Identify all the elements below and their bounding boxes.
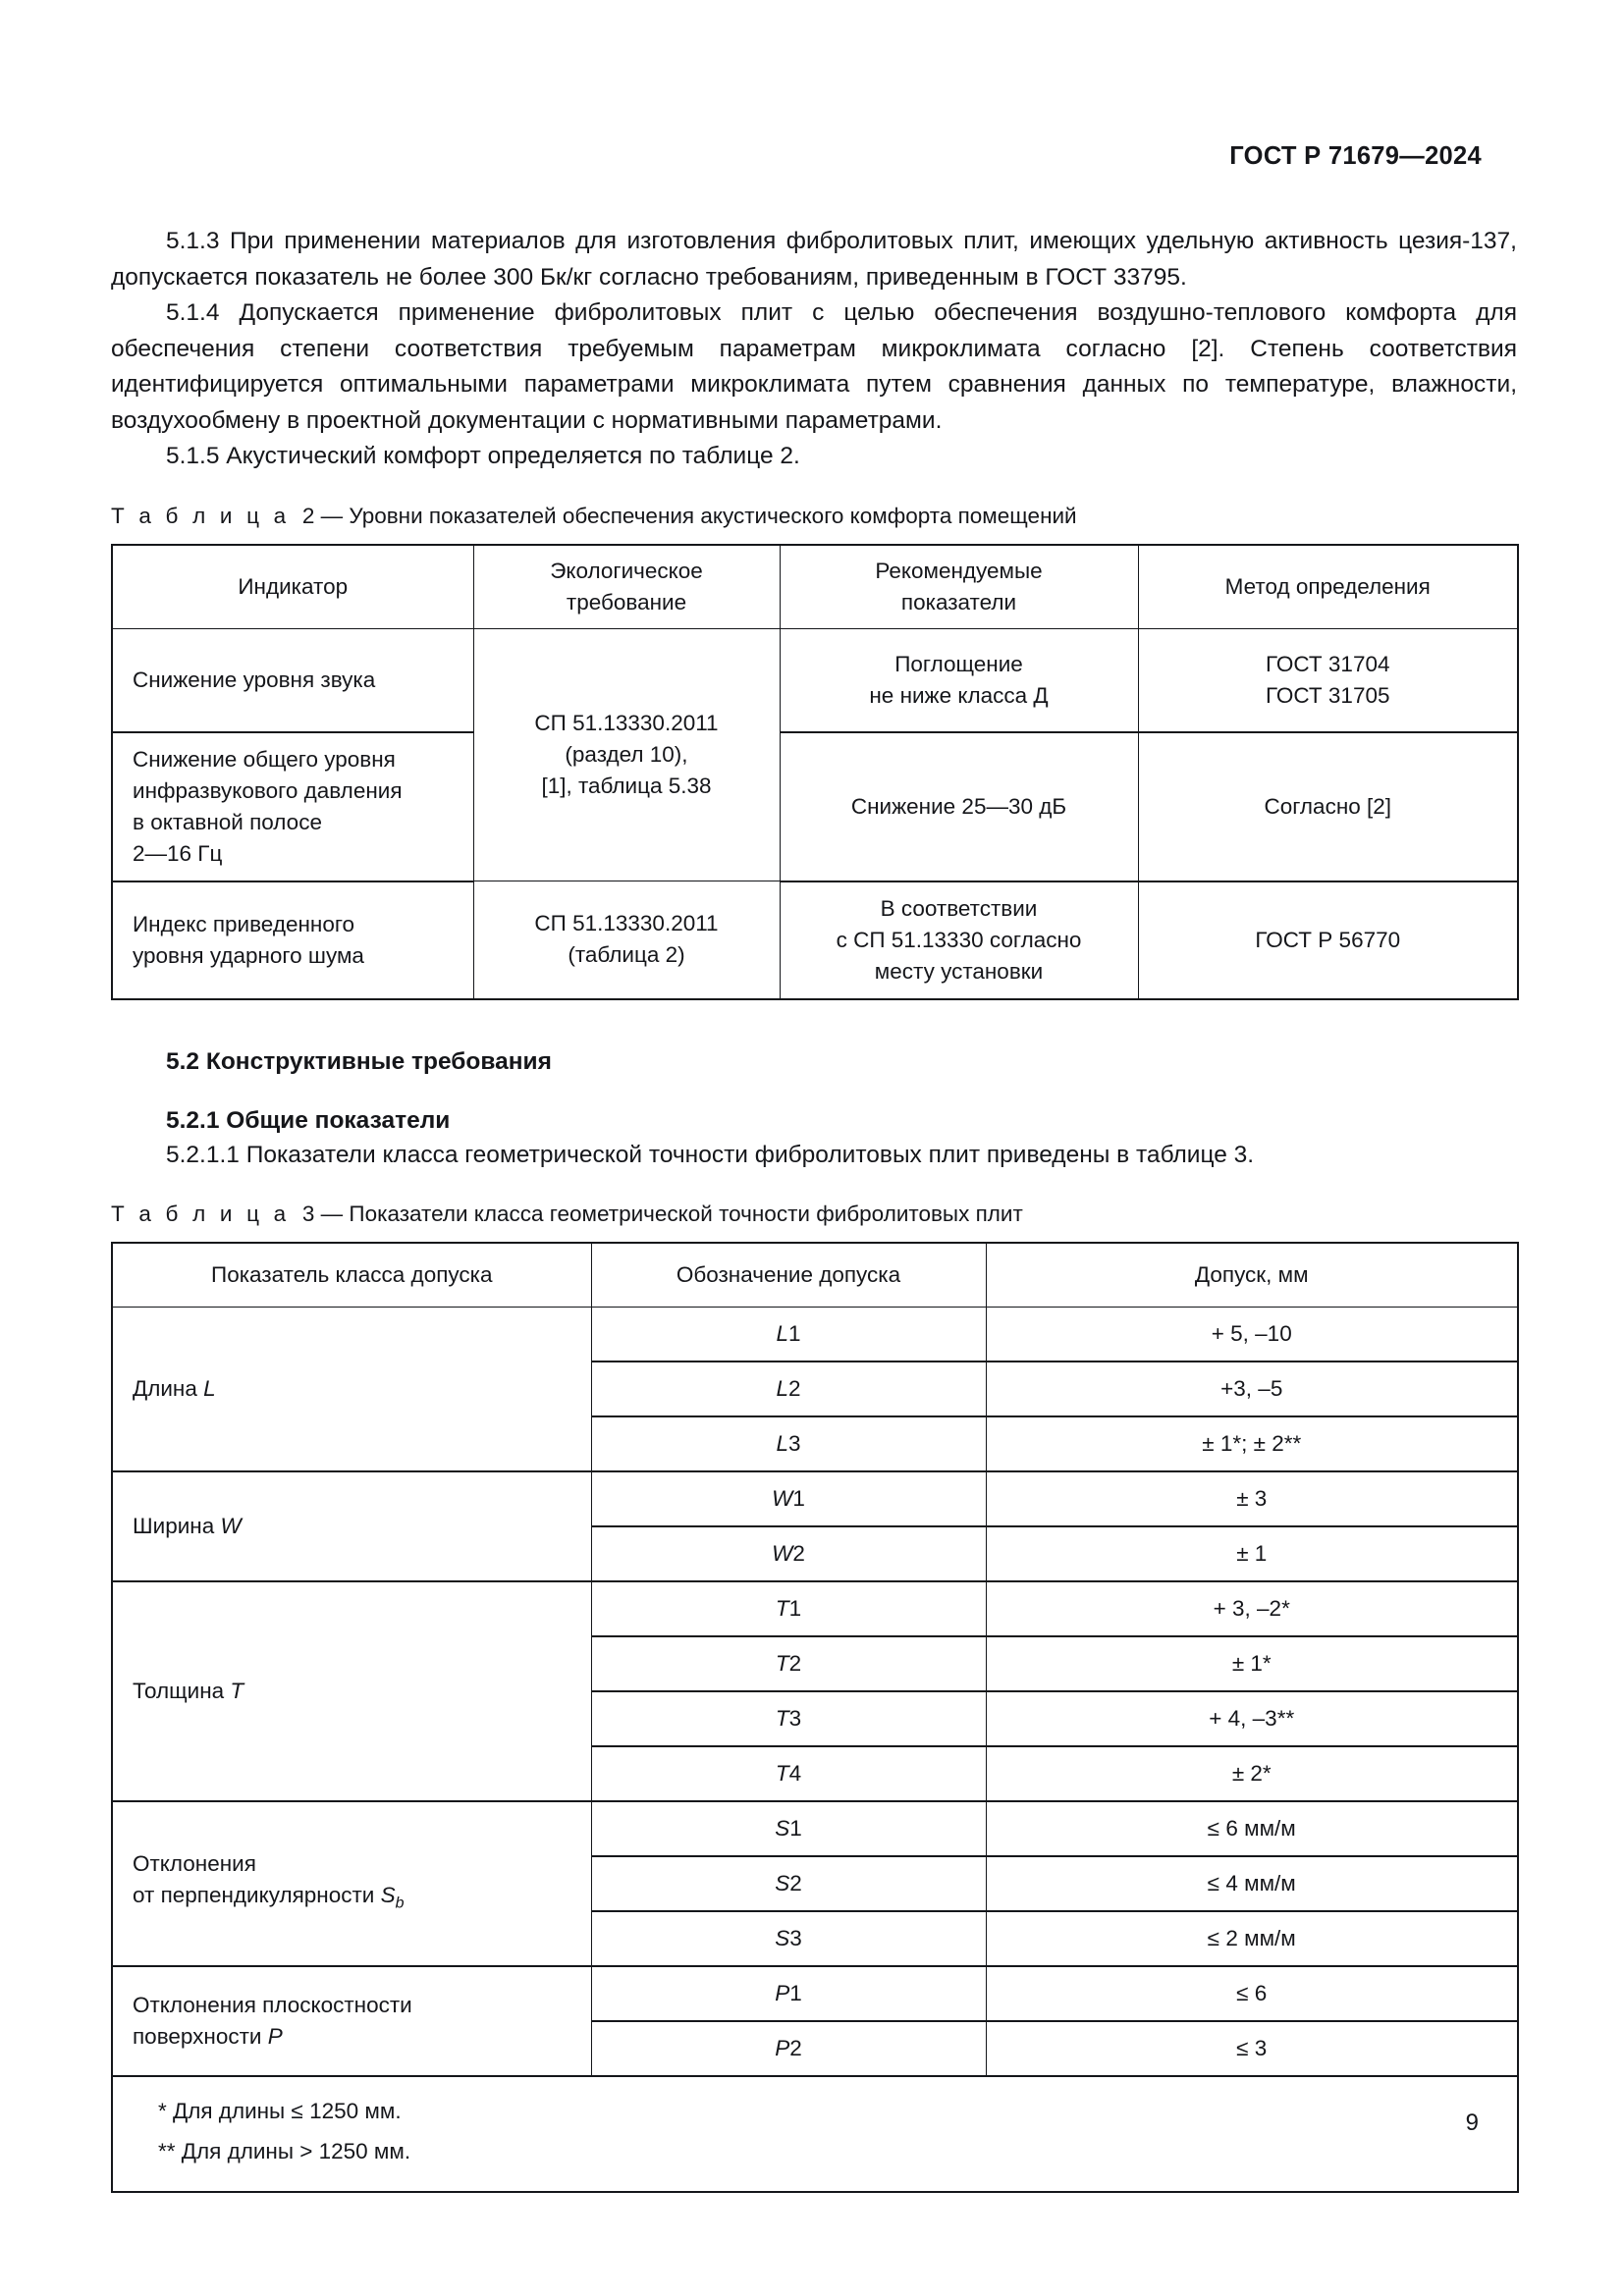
- table-3-geometric-tolerance: [111, 1242, 1519, 2193]
- table2-r2-method: [1138, 732, 1518, 881]
- paragraph-5-2-1-1: 5.2.1.1 Показатели класса геометрической точности фибролитовых плит приведены в таблице 3.: [166, 1141, 1255, 1168]
- table3-group-flatness-symbol: P: [267, 2024, 283, 2049]
- table3-group-thickness-label: [112, 1581, 591, 1801]
- table3-designation-symbol: W: [772, 1541, 793, 1566]
- table3-tolerance-text: ± 1*; ± 2**: [1202, 1431, 1302, 1456]
- table2-r3-eco-line1: СП 51.13330.2011: [534, 911, 719, 936]
- table3-tolerance-cell: [986, 1416, 1518, 1471]
- table3-designation-number: 2: [789, 1871, 802, 1896]
- table3-tolerance-text: ≤ 6: [1236, 1981, 1268, 2005]
- table3-tolerance-text: ≤ 2 мм/м: [1207, 1926, 1296, 1950]
- table3-designation-number: 2: [788, 1651, 802, 1676]
- table3-designation-cell: [591, 1526, 986, 1581]
- table2-r3-indicator-line2: уровня ударного шума: [133, 942, 364, 968]
- table2-r1-method: [1138, 628, 1518, 732]
- table2-r3-recommended: [780, 881, 1138, 999]
- page-content: [111, 224, 1517, 2193]
- table3-footnote-double-star: ** Для длины > 1250 мм.: [158, 2139, 411, 2163]
- table3-group-length-word: Длина: [133, 1376, 204, 1401]
- table3-designation-cell: [591, 1308, 986, 1362]
- table3-designation-cell: [591, 1966, 986, 2021]
- table2-r1-rec-line1: Поглощение: [894, 651, 1023, 676]
- table3-designation-number: 3: [788, 1431, 801, 1456]
- table3-designation-cell: [591, 1362, 986, 1416]
- table-2-acoustic-comfort: [111, 544, 1519, 1000]
- table2-r3-indicator: [112, 881, 473, 999]
- table3-caption-number: 3: [301, 1201, 315, 1226]
- table3-tolerance-text: ± 1*: [1231, 1651, 1272, 1676]
- table3-group-perpendicularity-word: от перпендикулярности: [133, 1882, 381, 1907]
- table2-r3-eco-line2: (таблица 2): [568, 942, 685, 968]
- table3-tolerance-text: ± 2*: [1231, 1761, 1272, 1786]
- table3-tolerance-cell: [986, 1362, 1518, 1416]
- table3-tolerance-cell: [986, 1746, 1518, 1801]
- table2-caption-number: 2: [301, 503, 315, 528]
- table3-group-width-label: [112, 1471, 591, 1581]
- table3-caption-dash: —: [320, 1201, 344, 1226]
- table3-caption-label: Т а б л и ц а: [111, 1201, 291, 1226]
- table-row: [112, 881, 1518, 999]
- table2-r2-indicator-line4: 2—16 Гц: [133, 840, 223, 866]
- paragraph-5-1-3: 5.1.3 При применении материалов для изготовления фибролитовых плит, имеющих удельную активность цезия-137, допускается показатель не более 300 Бк/кг согласно требованиям, приведенным в ГОСТ 33795.: [111, 228, 1517, 291]
- table3-group-perpendicularity-line2: [133, 1880, 577, 1920]
- heading-5-2-1: 5.2.1 Общие показатели: [166, 1106, 451, 1134]
- table3-designation-symbol: L: [776, 1321, 788, 1346]
- table2-r3-rec-line1: В соответствии: [880, 895, 1038, 921]
- table3-col-header-2-text: Обозначение допуска: [676, 1262, 901, 1287]
- table3-col-header-designation: [591, 1243, 986, 1308]
- table2-r2-indicator-line3: в октавной полосе: [133, 809, 322, 834]
- table3-tolerance-cell: [986, 1471, 1518, 1526]
- table3-tolerance-text: ± 1: [1236, 1541, 1268, 1566]
- table3-tolerance-text: ≤ 4 мм/м: [1207, 1871, 1296, 1896]
- table3-designation-number: 2: [788, 1376, 801, 1401]
- table2-r1-eco-line2: (раздел 10),: [565, 741, 688, 767]
- table2-col-header-indicator: [112, 545, 473, 629]
- table3-designation-number: 2: [792, 1541, 805, 1566]
- table3-group-flatness-word: поверхности: [133, 2024, 268, 2049]
- table3-group-flatness-line2: [133, 2021, 577, 2053]
- table3-caption-title: Показатели класса геометрической точности фибролитовых плит: [349, 1201, 1023, 1226]
- table3-designation-cell: [591, 1691, 986, 1746]
- table3-group-perpendicularity-symbol: S: [380, 1882, 396, 1907]
- table-row: [112, 1471, 1518, 1526]
- table2-col-header-eco-requirement: [473, 545, 780, 629]
- table3-designation-symbol: T: [775, 1761, 789, 1786]
- table2-r3-indicator-line1: Индекс приведенного: [133, 911, 355, 936]
- table2-r1-eco-requirement: [473, 628, 780, 881]
- table3-designation-symbol: L: [776, 1376, 788, 1401]
- table3-tolerance-text: ≤ 6 мм/м: [1207, 1816, 1296, 1841]
- table3-designation-number: 4: [788, 1761, 802, 1786]
- table3-group-thickness-label-text: [113, 1665, 591, 1718]
- table3-designation-cell: [591, 1746, 986, 1801]
- heading-5-2: 5.2 Конструктивные требования: [166, 1047, 552, 1075]
- table3-designation-symbol: W: [772, 1486, 793, 1511]
- table3-tolerance-cell: [986, 1526, 1518, 1581]
- table3-designation-number: 1: [789, 1816, 802, 1841]
- table2-col-header-eco-line1: Экологическое: [550, 558, 703, 583]
- page-number: 9: [1465, 2109, 1479, 2136]
- table-row: [112, 628, 1518, 732]
- paragraph-5-1-4: 5.1.4 Допускается применение фибролитовых плит с целью обеспечения воздушно-теплового комфорта для обеспечения степени соответствия требуемым параметрам микроклимата согласно [2]. Степень соответствия идентифицируется оптимальными параметрами микроклимата путем сравнения данных по температуре, влажности, воздухообмену в проектной документации с нормативными параметрами.: [111, 299, 1517, 434]
- table3-designation-number: 1: [789, 1981, 802, 2005]
- table3-tolerance-text: + 5, –10: [1211, 1321, 1292, 1346]
- table3-designation-symbol: S: [775, 1816, 790, 1841]
- table-row: [112, 732, 1518, 881]
- table2-r1-rec-line2: не ниже класса Д: [869, 682, 1049, 708]
- running-header-standard-number: ГОСТ Р 71679—2024: [1229, 142, 1482, 170]
- table3-tolerance-cell: [986, 1691, 1518, 1746]
- table2-r1-method-line2: ГОСТ 31705: [1266, 682, 1390, 708]
- table2-r2-recommended: [780, 732, 1138, 881]
- table3-designation-cell: [591, 1416, 986, 1471]
- table3-tolerance-cell: [986, 1856, 1518, 1911]
- table2-col-header-rec-line2: показатели: [900, 589, 1017, 614]
- table3-designation-number: 1: [788, 1321, 801, 1346]
- table2-r2-indicator-line2: инфразвукового давления: [133, 777, 403, 803]
- table3-caption: [111, 1199, 1517, 1230]
- table3-group-perpendicularity-subscript: b: [395, 1895, 405, 1912]
- table3-footnote-single-star: * Для длины ≤ 1250 мм.: [158, 2099, 402, 2123]
- table3-header-row: [112, 1243, 1518, 1308]
- table-row: [112, 1308, 1518, 1362]
- table2-col-header-indicator-text: Индикатор: [238, 573, 349, 599]
- table3-designation-cell: [591, 1911, 986, 1966]
- table2-r3-rec-line3: месту установки: [874, 958, 1044, 984]
- table2-caption-label: Т а б л и ц а: [111, 503, 291, 528]
- table3-tolerance-cell: [986, 2021, 1518, 2076]
- table3-col-header-tolerance: [986, 1243, 1518, 1308]
- table3-designation-symbol: T: [775, 1706, 789, 1731]
- table3-designation-symbol: T: [775, 1596, 789, 1621]
- table3-group-perpendicularity-label: [112, 1801, 591, 1966]
- table-row: [112, 1966, 1518, 2021]
- table2-r3-method-text: ГОСТ Р 56770: [1255, 927, 1401, 952]
- table3-designation-symbol: S: [775, 1871, 790, 1896]
- table3-group-width-word: Ширина: [133, 1514, 221, 1538]
- table3-footnotes: [112, 2076, 1518, 2192]
- table2-col-header-eco-line2: требование: [566, 589, 687, 614]
- table2-r1-eco-line3: [1], таблица 5.38: [541, 773, 712, 798]
- table3-tolerance-text: ± 3: [1236, 1486, 1268, 1511]
- table3-tolerance-text: + 4, –3**: [1209, 1706, 1295, 1731]
- table2-r1-indicator-text: Снижение уровня звука: [133, 667, 376, 692]
- table3-designation-symbol: T: [775, 1651, 789, 1676]
- table3-group-length-label-text: [113, 1362, 591, 1415]
- table3-col-header-1-text: Показатель класса допуска: [211, 1262, 493, 1287]
- table3-designation-number: 1: [792, 1486, 805, 1511]
- table2-r3-method: [1138, 881, 1518, 999]
- table2-r1-indicator: [112, 628, 473, 732]
- table3-group-width-symbol: W: [220, 1514, 242, 1538]
- table3-col-header-3-text: Допуск, мм: [1194, 1262, 1309, 1287]
- table2-r1-recommended: [780, 628, 1138, 732]
- table3-designation-number: 2: [789, 2036, 802, 2060]
- table2-caption-title: Уровни показателей обеспечения акустического комфорта помещений: [349, 503, 1077, 528]
- table3-designation-number: 3: [788, 1706, 802, 1731]
- table3-group-flatness-line1: Отклонения плоскостности: [133, 1993, 412, 2017]
- table3-designation-cell: [591, 1801, 986, 1856]
- table2-caption-dash: —: [320, 503, 344, 528]
- table3-group-thickness-symbol: T: [230, 1679, 244, 1703]
- table2-r3-eco-requirement: [473, 881, 780, 999]
- table2-col-header-method: [1138, 545, 1518, 629]
- table2-r1-method-line1: ГОСТ 31704: [1266, 651, 1390, 676]
- table3-designation-symbol: P: [775, 2036, 790, 2060]
- table3-tolerance-text: +3, –5: [1220, 1376, 1283, 1401]
- table3-tolerance-cell: [986, 1966, 1518, 2021]
- table2-r2-method-text: Согласно [2]: [1264, 793, 1392, 819]
- table3-tolerance-cell: [986, 1801, 1518, 1856]
- table3-tolerance-cell: [986, 1308, 1518, 1362]
- table3-designation-symbol: P: [775, 1981, 790, 2005]
- table3-designation-symbol: L: [776, 1431, 788, 1456]
- table3-designation-number: 3: [789, 1926, 802, 1950]
- table3-group-thickness-word: Толщина: [133, 1679, 231, 1703]
- table3-tolerance-cell: [986, 1636, 1518, 1691]
- table-row: [112, 1801, 1518, 1856]
- table2-r3-rec-line2: с СП 51.13330 согласно: [836, 927, 1082, 952]
- table2-r2-indicator-line1: Снижение общего уровня: [133, 746, 396, 772]
- table3-group-flatness-label: [112, 1966, 591, 2076]
- table3-designation-cell: [591, 1471, 986, 1526]
- table3-tolerance-cell: [986, 1911, 1518, 1966]
- table2-r1-eco-line1: СП 51.13330.2011: [534, 710, 719, 735]
- table3-group-length-symbol: L: [203, 1376, 216, 1401]
- table3-group-length-label: [112, 1308, 591, 1472]
- table2-r2-indicator: [112, 732, 473, 881]
- table3-group-width-label-text: [113, 1500, 591, 1553]
- table2-header-row: [112, 545, 1518, 629]
- table3-col-header-class-indicator: [112, 1243, 591, 1308]
- table3-designation-number: 1: [788, 1596, 802, 1621]
- table3-group-perpendicularity-line1: Отклонения: [133, 1850, 256, 1876]
- table3-designation-cell: [591, 2021, 986, 2076]
- table2-col-header-recommended: [780, 545, 1138, 629]
- table2-caption: [111, 501, 1517, 532]
- table3-tolerance-text: ≤ 3: [1236, 2036, 1268, 2060]
- table2-col-header-method-text: Метод определения: [1224, 573, 1431, 599]
- table3-tolerance-cell: [986, 1581, 1518, 1636]
- table3-tolerance-text: + 3, –2*: [1213, 1596, 1290, 1621]
- paragraph-5-1-5: 5.1.5 Акустический комфорт определяется по таблице 2.: [166, 443, 800, 469]
- table2-r2-recommended-text: Снижение 25—30 дБ: [850, 793, 1067, 819]
- table3-designation-cell: [591, 1581, 986, 1636]
- table3-designation-cell: [591, 1636, 986, 1691]
- table3-footnote-row: [112, 2076, 1518, 2192]
- table2-col-header-rec-line1: Рекомендуемые: [875, 558, 1043, 583]
- table-row: [112, 1581, 1518, 1636]
- table3-designation-cell: [591, 1856, 986, 1911]
- table3-designation-symbol: S: [775, 1926, 790, 1950]
